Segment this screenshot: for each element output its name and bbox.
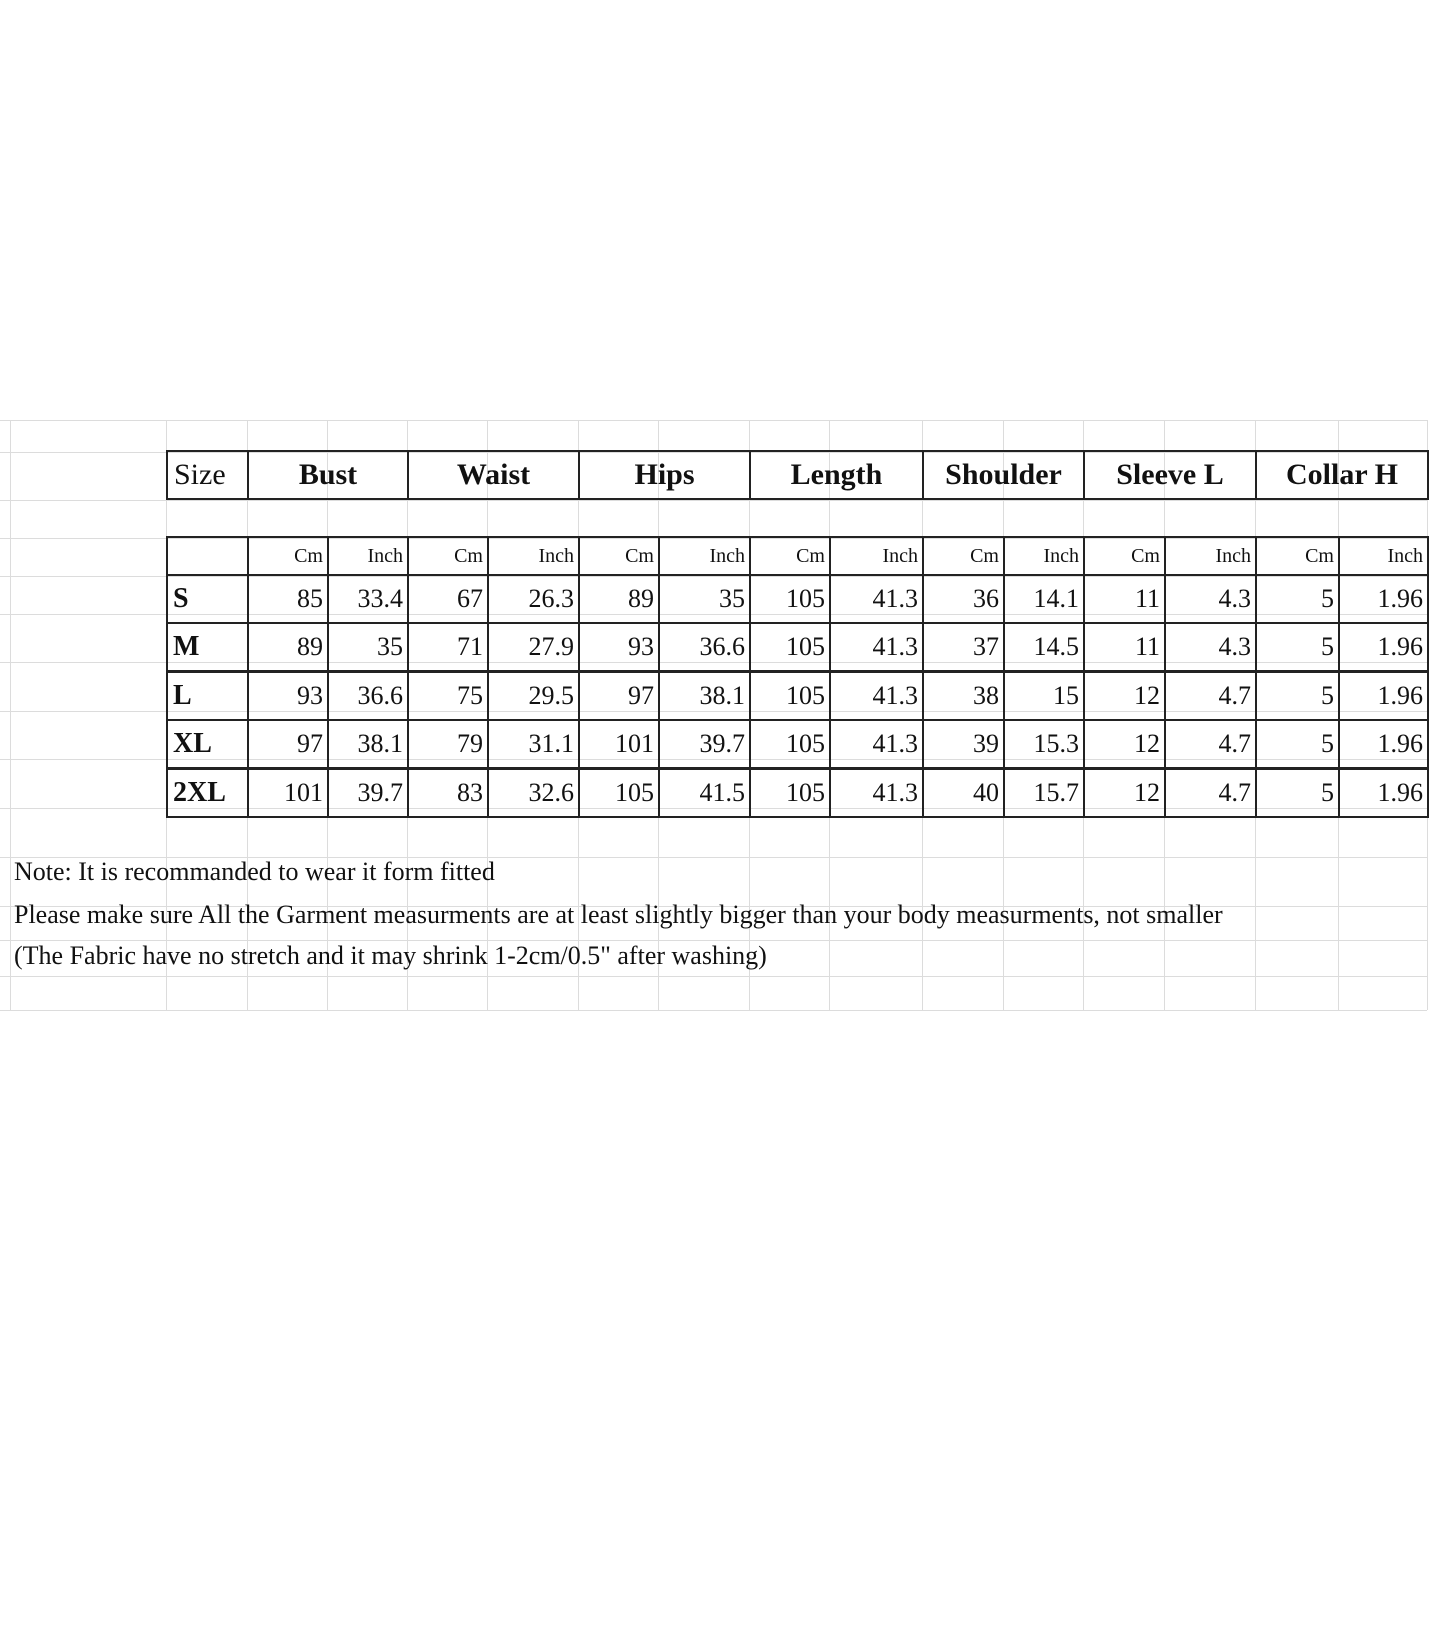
measurement-value: 4.7: [1164, 768, 1257, 818]
measurement-value: 27.9: [487, 622, 580, 672]
measurement-value: 1.96: [1338, 671, 1429, 721]
measurement-value: 36.6: [658, 622, 751, 672]
measurement-value: 41.3: [829, 574, 924, 624]
measurement-value: 5: [1255, 768, 1340, 818]
measurement-header: Waist: [407, 450, 580, 500]
measurement-value: 36: [922, 574, 1005, 624]
grid-line-horizontal: [0, 976, 1427, 977]
measurement-value: 32.6: [487, 768, 580, 818]
size-header: Size: [166, 450, 249, 500]
unit-label: Cm: [578, 536, 660, 576]
unit-label: Inch: [1003, 536, 1085, 576]
measurement-value: 105: [749, 768, 831, 818]
measurement-value: 26.3: [487, 574, 580, 624]
measurement-value: 37: [922, 622, 1005, 672]
measurement-value: 89: [247, 622, 329, 672]
measurement-value: 12: [1083, 671, 1166, 721]
measurement-header: Length: [749, 450, 924, 500]
measurement-value: 14.1: [1003, 574, 1085, 624]
measurement-value: 101: [578, 719, 660, 769]
size-label: XL: [166, 719, 249, 769]
measurement-value: 97: [247, 719, 329, 769]
measurement-value: 11: [1083, 574, 1166, 624]
measurement-header: Hips: [578, 450, 751, 500]
unit-label: Inch: [829, 536, 924, 576]
spreadsheet-area: [0, 420, 1445, 1012]
note-line: (The Fabric have no stretch and it may shrink 1-2cm/0.5" after washing): [14, 941, 767, 970]
measurement-value: 41.3: [829, 671, 924, 721]
unit-label: Cm: [749, 536, 831, 576]
measurement-value: 41.3: [829, 719, 924, 769]
measurement-value: 39: [922, 719, 1005, 769]
grid-line-horizontal: [0, 1010, 1427, 1011]
measurement-value: 15.7: [1003, 768, 1085, 818]
measurement-value: 4.3: [1164, 622, 1257, 672]
measurement-value: 101: [247, 768, 329, 818]
measurement-value: 33.4: [327, 574, 409, 624]
measurement-value: 83: [407, 768, 489, 818]
measurement-value: 39.7: [327, 768, 409, 818]
measurement-value: 85: [247, 574, 329, 624]
measurement-value: 14.5: [1003, 622, 1085, 672]
measurement-value: 105: [749, 719, 831, 769]
grid-line-horizontal: [0, 500, 1427, 501]
measurement-header: Shoulder: [922, 450, 1085, 500]
measurement-value: 1.96: [1338, 719, 1429, 769]
measurement-value: 4.7: [1164, 671, 1257, 721]
measurement-value: 1.96: [1338, 768, 1429, 818]
size-unit-blank: [166, 536, 249, 576]
size-label: L: [166, 671, 249, 721]
measurement-value: 38: [922, 671, 1005, 721]
unit-label: Cm: [922, 536, 1005, 576]
note-line: Note: It is recommanded to wear it form fitted: [14, 857, 495, 886]
measurement-value: 93: [578, 622, 660, 672]
size-label: M: [166, 622, 249, 672]
measurement-value: 1.96: [1338, 574, 1429, 624]
size-label: 2XL: [166, 768, 249, 818]
measurement-value: 105: [749, 622, 831, 672]
measurement-value: 4.3: [1164, 574, 1257, 624]
measurement-value: 31.1: [487, 719, 580, 769]
measurement-value: 5: [1255, 622, 1340, 672]
unit-label: Inch: [1338, 536, 1429, 576]
unit-label: Inch: [658, 536, 751, 576]
unit-label: Inch: [1164, 536, 1257, 576]
measurement-value: 41.3: [829, 622, 924, 672]
measurement-value: 41.3: [829, 768, 924, 818]
measurement-value: 1.96: [1338, 622, 1429, 672]
measurement-value: 5: [1255, 719, 1340, 769]
unit-label: Cm: [1083, 536, 1166, 576]
measurement-value: 75: [407, 671, 489, 721]
measurement-value: 29.5: [487, 671, 580, 721]
measurement-header: Bust: [247, 450, 409, 500]
measurement-value: 89: [578, 574, 660, 624]
measurement-value: 11: [1083, 622, 1166, 672]
measurement-value: 79: [407, 719, 489, 769]
grid-line-horizontal: [0, 420, 1427, 421]
measurement-header: Sleeve L: [1083, 450, 1257, 500]
measurement-value: 97: [578, 671, 660, 721]
measurement-value: 38.1: [327, 719, 409, 769]
grid-line-vertical: [10, 420, 11, 1010]
measurement-header: Collar H: [1255, 450, 1429, 500]
measurement-value: 35: [658, 574, 751, 624]
measurement-value: 71: [407, 622, 489, 672]
measurement-value: 93: [247, 671, 329, 721]
measurement-value: 12: [1083, 768, 1166, 818]
measurement-value: 38.1: [658, 671, 751, 721]
note-line: Please make sure All the Garment measurments are at least slightly bigger than your body measurments, not smaller: [14, 900, 1223, 929]
measurement-value: 4.7: [1164, 719, 1257, 769]
measurement-value: 41.5: [658, 768, 751, 818]
measurement-value: 67: [407, 574, 489, 624]
unit-label: Cm: [247, 536, 329, 576]
unit-label: Cm: [407, 536, 489, 576]
measurement-value: 12: [1083, 719, 1166, 769]
measurement-value: 39.7: [658, 719, 751, 769]
measurement-value: 5: [1255, 574, 1340, 624]
unit-label: Cm: [1255, 536, 1340, 576]
measurement-value: 15.3: [1003, 719, 1085, 769]
size-label: S: [166, 574, 249, 624]
measurement-value: 15: [1003, 671, 1085, 721]
measurement-value: 105: [749, 574, 831, 624]
measurement-value: 105: [749, 671, 831, 721]
measurement-value: 36.6: [327, 671, 409, 721]
measurement-value: 40: [922, 768, 1005, 818]
unit-label: Inch: [487, 536, 580, 576]
measurement-value: 105: [578, 768, 660, 818]
measurement-value: 5: [1255, 671, 1340, 721]
unit-label: Inch: [327, 536, 409, 576]
measurement-value: 35: [327, 622, 409, 672]
